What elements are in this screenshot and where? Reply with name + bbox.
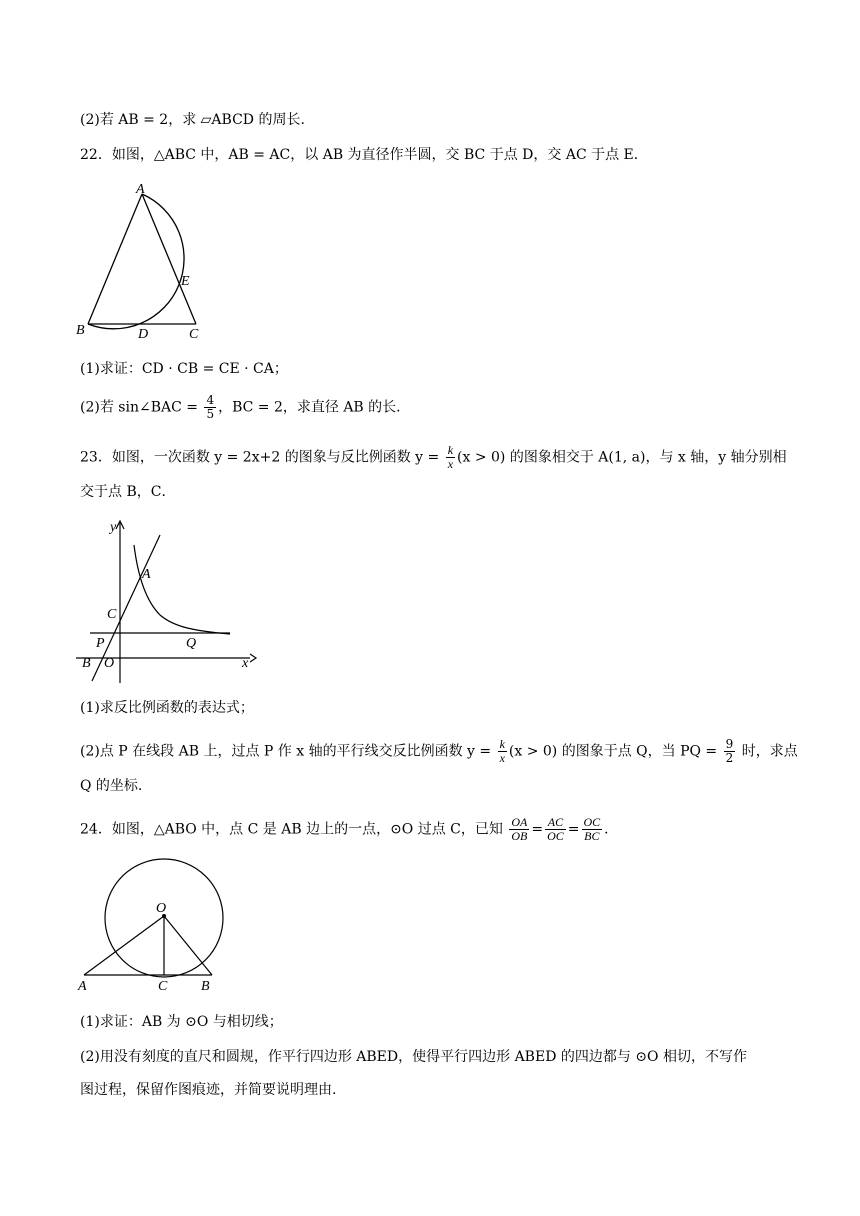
q23-stem-line1 <box>80 444 787 471</box>
q24-side-oa <box>84 916 164 975</box>
q24-eq-1: = <box>531 821 544 838</box>
q24-ratio-3 <box>582 816 603 843</box>
q23-label-q: Q <box>186 636 197 651</box>
q23-hyperbola <box>134 545 230 634</box>
q24-r1-num: OA <box>511 815 528 829</box>
q23-part2-b: (x > 0) 的图象于点 Q，当 PQ = <box>508 743 722 760</box>
q22-label-e: E <box>181 274 190 289</box>
q23-label-p: P <box>96 636 105 651</box>
q23-frac-den: x <box>447 457 454 471</box>
q23-stem-line2: 交于点 B，C． <box>80 484 176 500</box>
q22-label-d: D <box>138 327 149 340</box>
q23-label-b: B <box>82 656 91 671</box>
q23-pq-fraction <box>724 738 736 765</box>
q24-label-a: A <box>78 979 87 994</box>
q23-x-arrow <box>250 654 256 662</box>
q23-part2-a: (2)点 P 在线段 AB 上，过点 P 作 x 轴的平行线交反比例函数 y = <box>80 743 496 760</box>
q23-kx-fraction <box>446 444 455 471</box>
q23-frac-num: k <box>447 443 454 457</box>
q24-r1-den: OB <box>511 829 528 843</box>
q24-r3-den: BC <box>584 829 600 843</box>
q22-stem: 22．如图，△ABC 中，AB = AC，以 AB 为直径作半圆，交 BC 于点 D，交 AC 于点 E． <box>80 147 648 163</box>
q23-linear-graph <box>92 535 160 681</box>
q24-stem-a: 24．如图，△ABO 中，点 C 是 AB 边上的一点，⊙O 过点 C，已知 <box>80 821 508 838</box>
q22-part2-post: ，BC = 2，求直径 AB 的长. <box>218 399 401 416</box>
q23-stem-b: (x > 0) 的图象相交于 A(1, a)，与 x 轴，y 轴分别相 <box>457 449 787 466</box>
q24-label-c: C <box>158 979 168 994</box>
q24-end: ． <box>604 821 619 838</box>
q24-stem <box>80 816 618 843</box>
q23-frac2-den: x <box>499 751 505 765</box>
q22-side-ab <box>88 194 142 324</box>
q23-figure <box>74 515 264 685</box>
q24-part1: (1)求证：AB 为 ⊙O 与相切线； <box>80 1014 283 1030</box>
q23-label-x: x <box>242 656 249 671</box>
q24-eq-2: = <box>567 821 580 838</box>
q23-pq-den: 2 <box>725 751 734 765</box>
q23-label-a: A <box>142 567 151 582</box>
q22-part1: (1)求证：CD · CB = CE · CA； <box>80 361 288 377</box>
q24-r2-den: OC <box>547 829 564 843</box>
q23-pq-num: 9 <box>725 737 734 751</box>
q22-part2 <box>80 394 401 421</box>
q23-stem-a: 23．如图，一次函数 y = 2x+2 的图象与反比例函数 y = <box>80 449 444 466</box>
q22-label-b: B <box>76 323 85 338</box>
q24-part2-line1: (2)用没有刻度的直尺和圆规，作平行四边形 ABED，使得平行四边形 ABED 的四边都与 ⊙O 相切，不写作 <box>80 1049 747 1065</box>
q23-frac2-num: k <box>499 737 505 751</box>
q22-side-ac <box>142 194 196 324</box>
q24-part2-line2: 图过程，保留作图痕迹，并简要说明理由. <box>80 1082 337 1098</box>
q24-ratio-2 <box>545 816 566 843</box>
q23-part2-line2: Q 的坐标. <box>80 778 143 794</box>
q24-side-ob <box>164 916 212 975</box>
q23-part1: (1)求反比例函数的表达式； <box>80 700 254 716</box>
q22-sin-num: 4 <box>206 393 215 407</box>
q22-sin-den: 5 <box>206 407 215 421</box>
q22-sin-fraction <box>204 394 216 421</box>
q21-part2: (2)若 AB = 2，求 ▱ABCD 的周长. <box>80 112 305 128</box>
q22-part2-pre: (2)若 sin∠BAC = <box>80 399 203 416</box>
q24-figure <box>74 855 244 995</box>
q23-label-y: y <box>110 520 117 535</box>
q22-label-a: A <box>136 182 145 197</box>
q23-part2-line1 <box>80 738 798 765</box>
q22-label-c: C <box>189 327 199 340</box>
q23-label-c: C <box>107 607 117 622</box>
q23-kx-fraction-2 <box>498 738 507 765</box>
q24-label-o: O <box>156 901 167 916</box>
q22-figure <box>70 180 220 340</box>
q23-label-o: O <box>104 656 115 671</box>
q23-part2-c: 时，求点 <box>737 743 798 760</box>
q24-label-b: B <box>201 979 210 994</box>
q24-ratio-1 <box>509 816 529 843</box>
q24-r2-num: AC <box>545 816 566 830</box>
q24-r3-num: OC <box>583 815 601 829</box>
